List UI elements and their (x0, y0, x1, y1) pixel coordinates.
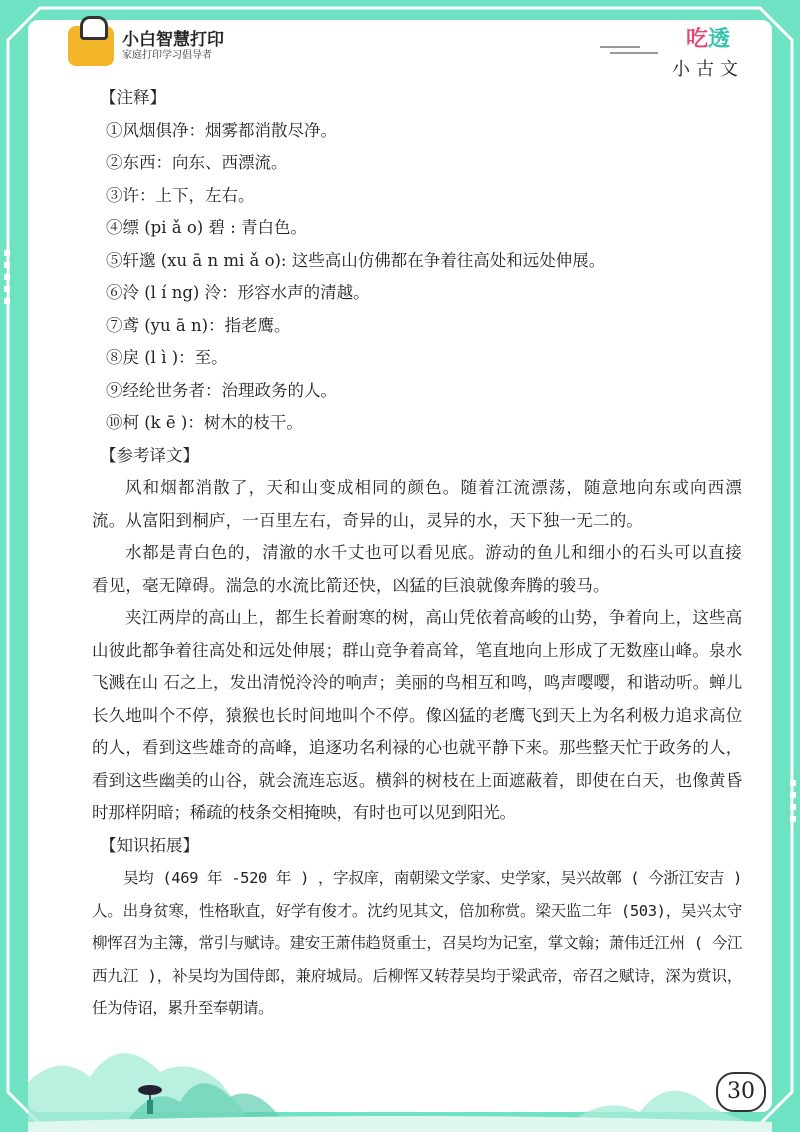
note-item: ⑩柯 (k ē )：树木的枝干。 (106, 413, 303, 432)
badge-subtitle: 小古文 (672, 59, 744, 80)
note-item: ①风烟俱净：烟雾都消散尽净。 (106, 120, 337, 140)
note-item: ⑤轩邈 (xu ā n mi ǎ o): 这些高山仿佛都在争着往高处和远处伸展。 (106, 250, 606, 270)
mountain-landscape-icon (0, 972, 800, 1132)
translation-heading: 【参考译文】 (100, 445, 199, 465)
note-item: ④缥 (pi ǎ o) 碧 : 青白色。 (106, 218, 308, 237)
note-item: ⑦鸢 (yu ā n)：指老鹰。 (106, 315, 291, 335)
page-number: 30 (716, 1072, 766, 1112)
logo-subtitle: 家庭打印学习倡导者 (122, 49, 212, 61)
translation-paragraph: 夹江两岸的高山上，都生长着耐寒的树，高山凭依着高峻的山势，争着向上，这些高山彼此都争着往高处和远处伸展；群山竞争着高耸，笔直地向上形成了无数座山峰。泉水飞溅在山 石之上，发出清悦泠泠的响声；美丽的鸟相互和鸣，鸣声嘤嘤，和谐动听。蝉儿长久地叫个不停，猿猴也长时间地叫个不停。像凶猛的老鹰飞到天上为名利极力追求高位的人，看到这些雄奇的高峰，追逐功名利禄的心也就平静下来。那些整天忙于政务的人，看到这些幽美的山谷，就会流连忘返。横斜的树枝在上面遮蔽着，即使在白天，也像黄昏时那样阴暗；稀疏的枝条交相掩映，有时也可以见到阳光。 (92, 608, 742, 822)
note-item: ⑧戾 (l ì )：至。 (106, 348, 228, 367)
note-item: ②东西：向东、西漂流。 (106, 153, 288, 172)
note-item: ③许：上下，左右。 (106, 185, 255, 205)
translation-paragraph: 风和烟都消散了，天和山变成相同的颜色。随着江流漂荡，随意地向东或向西漂流。从富阳到桐庐，一百里左右，奇异的山，灵异的水，天下独一无二的。 (92, 478, 742, 530)
decorative-lines-icon (600, 44, 660, 56)
badge-char-2: 透 (708, 27, 731, 52)
note-item: ⑨经纶世务者：治理政务的人。 (106, 380, 337, 400)
note-item: ⑥泠 (l í ng) 泠：形容水声的清越。 (106, 283, 370, 302)
notes-heading: 【注释】 (100, 88, 166, 107)
knowledge-heading: 【知识拓展】 (100, 835, 199, 855)
printer-logo-icon (68, 26, 114, 66)
translation-paragraph: 水都是青白色的，清澈的水千丈也可以看见底。游动的鱼儿和细小的石头可以直接看见，毫无障碍。湍急的水流比箭还快，凶猛的巨浪就像奔腾的骏马。 (92, 543, 742, 595)
brand-logo (68, 26, 224, 66)
knowledge-paragraph: 吴均 (469 年 -520 年 ) ，字叔庠，南朝梁文学家、史学家，吴兴故鄣 ( 今浙江安吉 ) 人。出身贫寒，性格耿直，好学有俊才。沈约见其文，倍加称赏。梁天监二年 (503)，吴兴太守柳恽召为主簿，常引与赋诗。建安王萧伟趋贤重士，召吴均为记室，掌文翰；萧伟迁江州 ( 今江西九江 )，补吴均为国侍郎，兼府城局。后柳恽又转荐吴均于梁武帝，帝召之赋诗，深为赏识，任为侍诏，累升至奉朝请。 (92, 869, 742, 1017)
series-badge (672, 22, 744, 81)
main-content (92, 82, 742, 1025)
logo-title: 小白智慧打印 (122, 29, 224, 50)
badge-char-1: 吃 (685, 27, 708, 52)
